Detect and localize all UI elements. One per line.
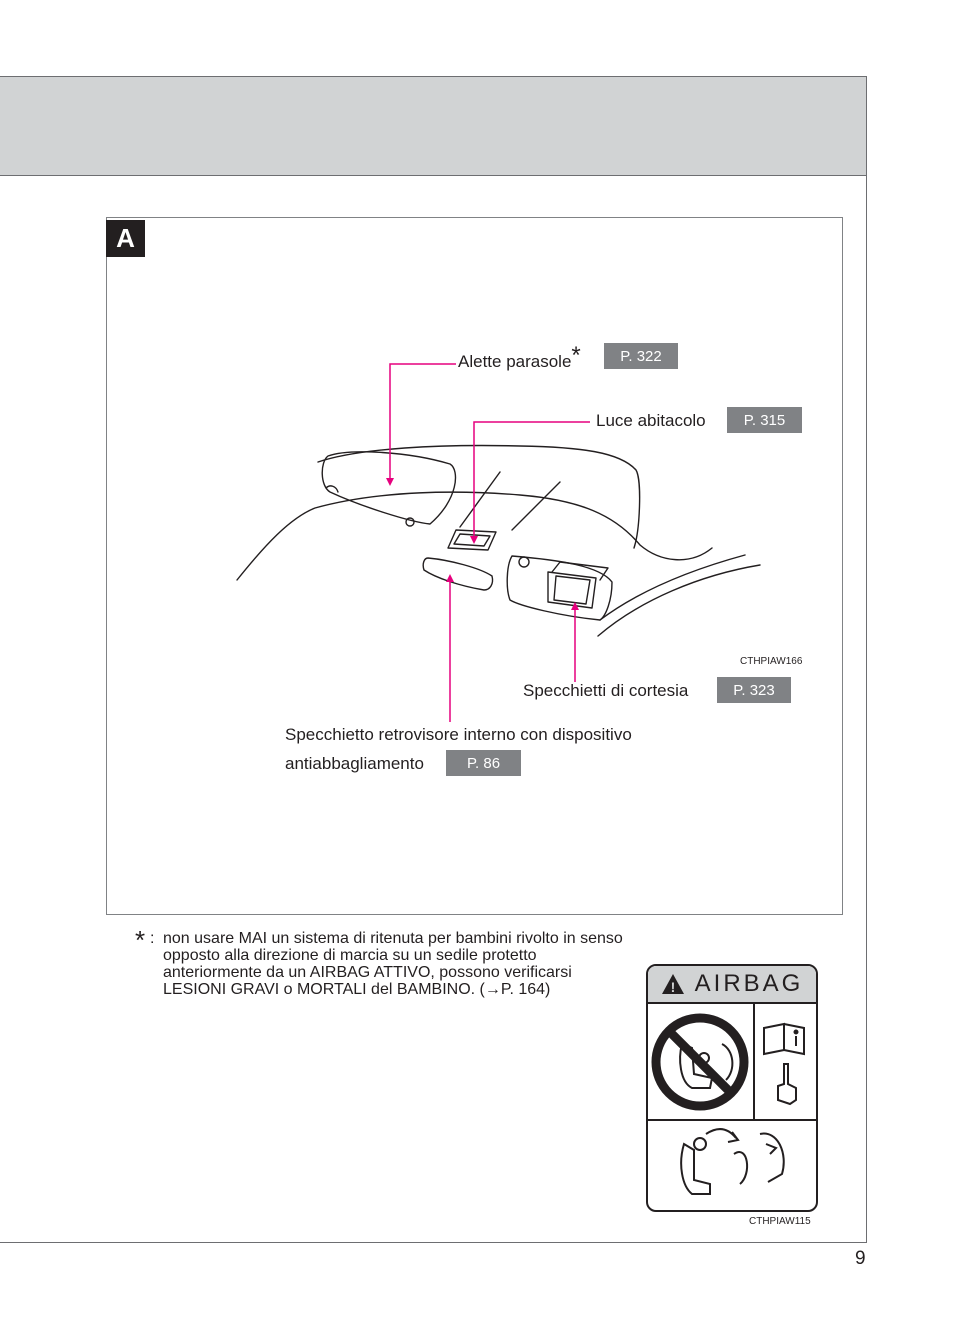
left-sun-visor (322, 452, 455, 524)
warning-glyph: ! (670, 979, 675, 995)
callout-cabin-light: Luce abitacolo (596, 411, 706, 430)
read-manual-icon (764, 1024, 804, 1054)
airbag-label-header (648, 966, 816, 1004)
illustration-code-airbag: CTHPIAW115 (749, 1216, 811, 1227)
ref-badge-vanity-mirrors[interactable]: P. 323 (717, 677, 791, 703)
ref-badge-sun-visors[interactable]: P. 322 (604, 343, 678, 369)
child-seat-warning-note: non usare MAI un sistema di ritenuta per bambini rivolto in senso opposto alla direzione di marcia su un sedile protetto anteriormente da un AIRBAG ATTIVO, possono verificarsi LESIONI GRAVI o MORTALI del BAMBINO. (→P. 164) (163, 930, 623, 998)
pointing-hand-icon (778, 1064, 796, 1104)
a-pillar-right-lower (598, 565, 760, 636)
callout-sun-visors (458, 342, 581, 374)
warning-triangle-icon (661, 973, 685, 995)
page-number: 9 (855, 1248, 866, 1269)
asterisk-marker: * (571, 342, 581, 369)
right-sun-visor (507, 556, 612, 620)
callout-sun-visors-text: Alette parasole (458, 352, 572, 371)
callout-vanity-mirrors: Specchietti di cortesia (523, 681, 689, 700)
leader-cabin-light (474, 422, 590, 540)
airbag-warning-label (646, 964, 818, 1212)
rearview-mirror (423, 558, 492, 590)
note-asterisk: * (135, 925, 146, 955)
ref-badge-cabin-light[interactable]: P. 315 (727, 407, 802, 433)
callout-rearview-mirror-line1: Specchietto retrovisore interno con dispositivo (285, 725, 632, 744)
roof-front-edge (318, 446, 640, 548)
section-tab: A (106, 220, 145, 257)
airbag-word: AIRBAG (694, 970, 804, 997)
illustration-code-main: CTHPIAW166 (740, 656, 803, 667)
no-rear-facing-seat-icon (656, 1018, 744, 1106)
note-colon: : (150, 930, 155, 947)
airbag-pictograms (648, 1004, 816, 1212)
callout-rearview-mirror-line2: antiabbagliamento (285, 754, 424, 773)
airbag-deploy-hazard-icon (681, 1129, 784, 1194)
leader-sun-visors (390, 364, 456, 482)
ref-badge-rearview-mirror[interactable]: P. 86 (446, 750, 521, 776)
a-pillar-right (600, 555, 745, 620)
